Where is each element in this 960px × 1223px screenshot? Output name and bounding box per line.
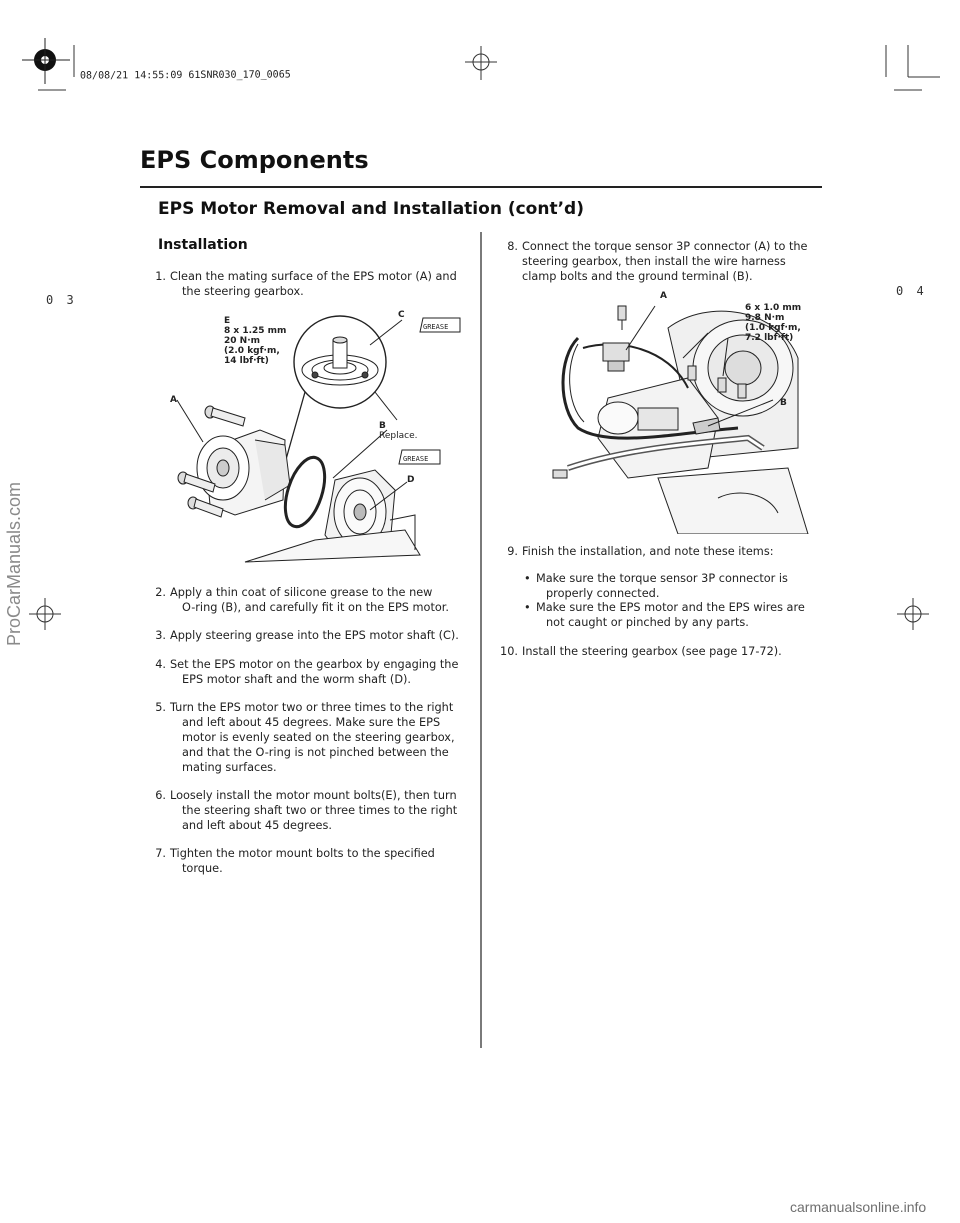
callout-c: C xyxy=(398,310,405,320)
side-watermark: ProCarManuals.com xyxy=(4,481,24,646)
callout-fig2-b: B xyxy=(780,398,787,408)
step-9: 9. Finish the installation, and note these items: xyxy=(507,545,774,558)
grease-label-c: GREASE xyxy=(423,323,449,331)
step-3: 3. Apply steering grease into the EPS motor shaft (C). xyxy=(155,629,459,642)
clamp-bolt-1 xyxy=(618,306,626,330)
registration-target-top-left xyxy=(22,38,70,84)
bottom-watermark: carmanualsonline.info xyxy=(790,1199,927,1215)
print-stamp: 08/08/21 14:55:09 61SNR030_170_0065 xyxy=(79,69,291,82)
registration-target-top-center xyxy=(465,46,497,80)
page-title: EPS Components xyxy=(140,146,369,174)
step-4: 4. Set the EPS motor on the gearbox by engaging the EPS motor shaft and the worm shaft (D). xyxy=(155,658,459,686)
step-6: 6. Loosely install the motor mount bolts(E), then turn the steering shaft two or three times to the right and left about 45 degrees. xyxy=(155,789,458,832)
clamp-bolt-3 xyxy=(718,378,726,392)
clamp-bolt-2 xyxy=(688,366,696,380)
bullet-2: • Make sure the EPS motor and the EPS wires are not caught or pinched by any parts. xyxy=(524,601,805,629)
step-5: 5. Turn the EPS motor two or three times to the right and left about 45 degrees. Make sure the EPS motor is evenly seated on the steering gearbox, and that the O-ring is not pinched between the mating surfaces. xyxy=(155,701,455,774)
installation-heading: Installation xyxy=(158,237,248,253)
clamp-bolt-4 xyxy=(738,384,746,398)
registration-target-right xyxy=(897,598,929,630)
step-8: 8. Connect the torque sensor 3P connector (A) to the steering gearbox, then install the wire harness clamp bolts and the ground terminal (B). xyxy=(507,240,808,283)
step-1: 1. Clean the mating surface of the EPS motor (A) and the steering gearbox. xyxy=(155,270,457,298)
callout-a: A xyxy=(170,395,177,405)
bullet-1: • Make sure the torque sensor 3P connector is properly connected. xyxy=(524,572,788,600)
callout-fig2-a: A xyxy=(660,291,667,301)
eps-motor-illustration xyxy=(165,300,470,575)
callout-fig2-spec: 6 x 1.0 mm 9.8 N·m (1.0 kgf·m, 7.2 lbf·ft) xyxy=(745,303,802,343)
grease-symbol-b xyxy=(399,450,440,464)
section-subtitle: EPS Motor Removal and Installation (cont’d) xyxy=(158,199,584,219)
step-10: 10. Install the steering gearbox (see page 17-72). xyxy=(500,645,782,658)
connector-a xyxy=(603,343,629,361)
grease-label-b: GREASE xyxy=(403,455,429,463)
callout-b: B Replace. xyxy=(379,421,418,441)
callout-d: D xyxy=(407,475,415,485)
grease-symbol-c xyxy=(420,318,460,332)
page-mark-left: 0 3 xyxy=(46,293,77,307)
page-mark-right: 0 4 xyxy=(896,284,927,298)
registration-target-left xyxy=(29,598,61,630)
step-2: 2. Apply a thin coat of silicone grease to the new O-ring (B), and carefully fit it on the EPS motor. xyxy=(155,586,450,614)
bolt-e-upper xyxy=(205,406,245,426)
clamp-bolt-5 xyxy=(553,470,567,478)
callout-e: E 8 x 1.25 mm 20 N·m (2.0 kgf·m, 14 lbf·ft) xyxy=(224,316,287,366)
step-7: 7. Tighten the motor mount bolts to the specified torque. xyxy=(155,847,435,875)
